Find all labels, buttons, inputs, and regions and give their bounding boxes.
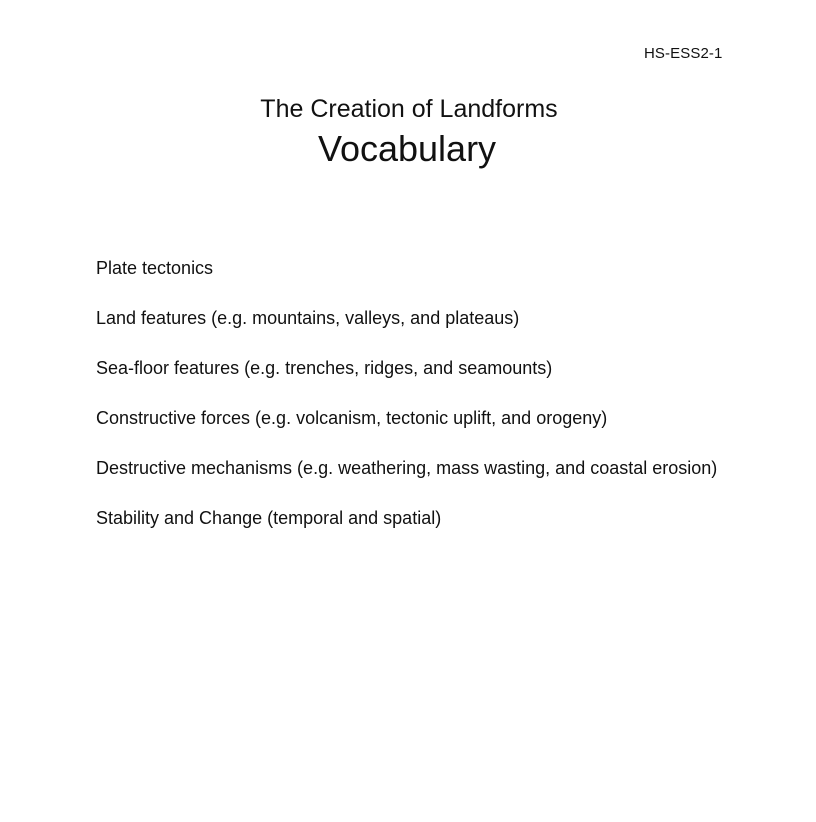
vocabulary-item: Sea-floor features (e.g. trenches, ridges, and seamounts) [96, 358, 553, 378]
vocabulary-list [96, 256, 717, 556]
vocabulary-item: Constructive forces (e.g. volcanism, tectonic uplift, and orogeny) [96, 408, 608, 428]
document-subtitle: The Creation of Landforms [260, 95, 558, 123]
standard-code: HS-ESS2-1 [644, 45, 723, 62]
document-title: Vocabulary [317, 128, 497, 169]
title-block [0, 92, 816, 170]
vocabulary-item: Land features (e.g. mountains, valleys, and plateaus) [96, 308, 520, 328]
vocabulary-item: Destructive mechanisms (e.g. weathering, mass wasting, and coastal erosion) [96, 458, 718, 478]
vocabulary-item: Stability and Change (temporal and spatial) [96, 508, 442, 528]
vocabulary-item: Plate tectonics [96, 258, 214, 278]
